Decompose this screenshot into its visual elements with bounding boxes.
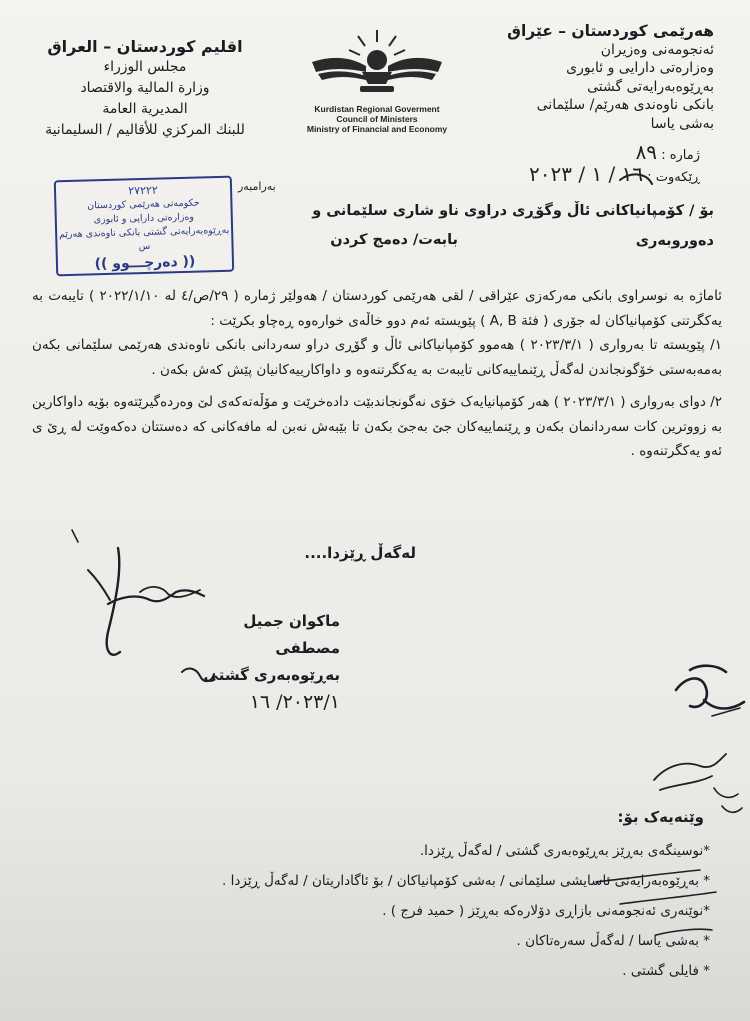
margin-note-mark xyxy=(654,754,726,790)
intro-paragraph: ئاماژە بە نوسراوی بانکی مەرکەزی عێراقی / لقی هەرێمی کوردستان / هەولێر ژمارە ( ٢٩/ص/٤ لە ٢٠٢٢/١/١٠ ) تایبەت بە یەکگرتنی کۆمپانیاکان لە جۆری ( فئة A, B ) پێویستە ئەم دوو خاڵەی خوارەوە ڕەچاو بکرێت : xyxy=(32,288,722,329)
addressee: بۆ / کۆمپانیاکانی ئاڵ وگۆڕی دراوی ناو شاری سلێمانی و دەوروبەری xyxy=(312,203,714,249)
date-mark xyxy=(182,669,214,682)
point-two-paragraph: ٢/ دوای بەرواری ( ٢٠٢٣/٣/١ ) هەر کۆمپانیایەک خۆی نەگونجاندبێت دادەخرێت و مۆڵەتەکەی لێ وەردەگیرێتەوە بۆیە داواکارین بە زووترین کات سەردانمان بکەن و ڕێنماییەکان جێ بەجێ بکەن تا بێبەش نەبن لە مافەکانی کە دەستتان دەکەوێت لە ڕێ ی ئەو یەکگرتنەوە . xyxy=(32,394,723,459)
copy-item: * بەڕێوەبەرایەتی ئاسایشی سلێمانی / بەشی کۆمپانیاکان / بۆ ئاگاداریتان / لەگەڵ ڕێزدا . xyxy=(221,873,710,889)
kurdish-header-line: هەرێمی کوردستان – عێراق xyxy=(507,22,714,40)
number-label: ژمارە : xyxy=(661,148,700,163)
copy-item: * فایلی گشتی . xyxy=(622,963,710,979)
underline-mark xyxy=(620,892,716,904)
copy-item: *نوێنەری ئەنجومەنی بازاڕی دۆلارەکە بەڕێز ( حمید فرج ) . xyxy=(382,903,710,919)
emblem-text-line: Kurdistan Regional Goverment xyxy=(314,104,440,114)
margin-note-mark xyxy=(676,666,744,709)
signature-mark xyxy=(108,590,204,604)
stamp-label: بەرامبەر xyxy=(238,180,276,193)
emblem-text-line: Council of Ministers xyxy=(336,114,418,124)
arabic-header-line: مجلس الوزراء xyxy=(103,59,187,75)
kurdish-header-line: بانکی ناوەندی هەرێم/ سلێمانی xyxy=(536,97,714,113)
kurdish-header-line: بەشی یاسا xyxy=(650,115,714,132)
stamp-line: وەزارەتی دارایی و ئابوری xyxy=(93,211,195,226)
emblem-text-line: Ministry of Financial and Economy xyxy=(306,124,448,134)
underline-mark xyxy=(656,929,712,935)
copy-item: * بەشی یاسا / لەگەڵ سەرەتاکان . xyxy=(516,933,710,949)
signer-date: ٢٠٢٣/١/ ١٦ xyxy=(249,691,340,713)
date-value: ١٦ / ١ / ٢٠٢٣ xyxy=(529,162,644,186)
arabic-header-line: المديرية العامة xyxy=(102,101,188,117)
point-one-paragraph: ١/ پێویستە تا بەرواری ( ٢٠٢٣/٣/١ ) هەموو کۆمپانیاکانی ئاڵ و گۆڕی دراو سەردانی بانکی ناوەندی هەرێمی سلێمانی بکەن بەمەبەستی خۆگونجاندن لەگەڵ ڕێنماییەکانی تایبەت بە یەکگرتنەوە و داواکارییەکانیان پێش کەش بکەن . xyxy=(32,337,722,378)
date-label: ڕێکەوت : xyxy=(647,170,700,185)
ref-date-mark xyxy=(620,174,652,184)
arabic-header-line: اقليم كوردستان – العراق xyxy=(47,37,243,56)
signature-mark xyxy=(72,530,78,542)
kurdish-header-line: ئەنجومەنی وەزیران xyxy=(600,41,714,58)
underline-mark xyxy=(596,870,700,882)
stamp-line: حكومەتی هەرێمی کوردستان xyxy=(87,197,200,212)
kurdish-header-line: بەڕێوەبەرایەتی گشتی xyxy=(587,78,714,95)
stamp-sent-label: (( دەرچـــوو )) xyxy=(94,253,196,273)
signer-title: بەڕێوەبەری گشتی xyxy=(203,666,340,684)
copy-item: *نوسینگەی بەڕێز بەڕێوەبەری گشتی / لەگەڵ ڕێزدا. xyxy=(419,843,710,859)
arabic-header-line: وزارة المالية والاقتصاد xyxy=(80,80,210,96)
arabic-header-line: للبنك المركزي للأقاليم / السليمانية xyxy=(45,122,245,138)
copies-heading: وێنەیەک بۆ: xyxy=(617,808,704,826)
stamp-number: ٢٧٢٢٢ xyxy=(128,183,159,198)
margin-note-mark xyxy=(714,788,742,812)
subject: بابەت/ دەمج کردن xyxy=(330,232,458,248)
stamp-line: بەڕێوەبەرایەتی گشتی بانکی ناوەندی هەرێم س xyxy=(58,224,230,253)
number-value: ٨٩ xyxy=(635,140,658,164)
kurdish-header-line: وەزارەتی دارایی و ئابوری xyxy=(566,60,714,76)
signer-name: ماکوان جمیل مصطفی xyxy=(243,612,340,657)
closing-greeting: لەگەڵ ڕێزدا.... xyxy=(304,544,416,562)
signature-mark xyxy=(88,570,110,600)
